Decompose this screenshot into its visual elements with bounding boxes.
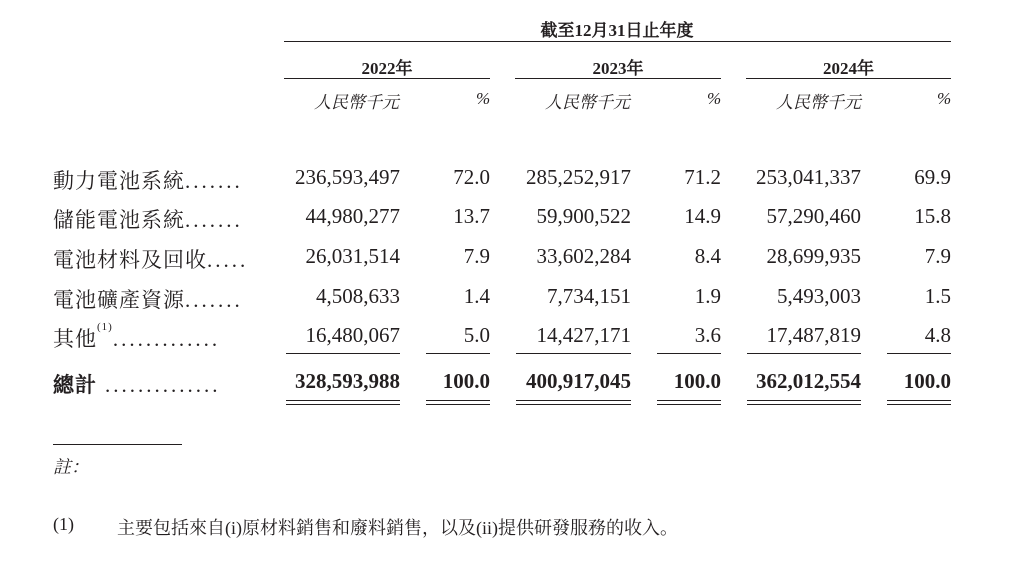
pct-label-2024: %	[937, 89, 952, 108]
total-value-2022: 328,593,988	[295, 369, 400, 393]
total-label: 總計 ..............	[53, 373, 221, 397]
value-2023: 33,602,284	[536, 244, 631, 268]
pct-2022: 72.0	[453, 165, 490, 189]
year-header-2022: 2022年	[361, 59, 413, 78]
unit-label-2024: 人民幣千元	[776, 93, 861, 112]
footnote-text: 主要包括來自(i)原材料銷售和廢料銷售，以及(ii)提供研發服務的收入。	[117, 518, 678, 538]
period-title: 截至12月31日止年度	[540, 21, 694, 40]
total-double-rule-2024-value-top	[747, 400, 861, 401]
total-pct-2022: 100.0	[442, 369, 490, 393]
value-2022: 236,593,497	[295, 165, 400, 189]
subtotal-rule-2022-pct	[426, 353, 490, 354]
total-double-rule-2022-pct-bottom	[426, 404, 490, 405]
pct-2023: 3.6	[694, 323, 721, 347]
value-2022: 44,980,277	[305, 204, 400, 228]
value-2023: 285,252,917	[526, 165, 631, 189]
pct-2022: 1.4	[463, 284, 490, 308]
total-double-rule-2022-pct-top	[426, 400, 490, 401]
row-label: 其他$^{(1)}$.............	[53, 321, 221, 351]
total-value-2024: 362,012,554	[756, 369, 861, 393]
total-double-rule-2023-pct-bottom	[657, 404, 721, 405]
subtotal-rule-2024-pct	[887, 353, 951, 354]
year-rule-2023	[515, 78, 721, 79]
year-header-2024: 2024年	[823, 59, 874, 78]
pct-2023: 14.9	[684, 204, 721, 228]
unit-label-2022: 人民幣千元	[314, 93, 399, 112]
pct-2023: 8.4	[694, 244, 721, 268]
subtotal-rule-2023-pct	[657, 353, 721, 354]
pct-label-2023: %	[707, 89, 722, 108]
period-title-rule	[284, 41, 951, 42]
subtotal-rule-2023-value	[516, 353, 631, 354]
value-2024: 28,699,935	[766, 244, 861, 268]
pct-2024: 69.9	[914, 165, 951, 189]
value-2023: 59,900,522	[536, 204, 631, 228]
pct-2023: 71.2	[684, 165, 721, 189]
row-label: 動力電池系統.......	[53, 169, 243, 193]
total-double-rule-2024-pct-bottom	[887, 404, 951, 405]
value-2023: 14,427,171	[536, 323, 631, 347]
notes-heading: 註：	[53, 457, 89, 477]
value-2024: 253,041,337	[756, 165, 861, 189]
row-label: 電池材料及回收.....	[53, 248, 249, 272]
footnote-ref: (1)	[97, 321, 113, 333]
pct-2024: 4.8	[924, 323, 951, 347]
total-double-rule-2022-value-top	[286, 400, 400, 401]
year-header-2023: 2023年	[592, 59, 644, 78]
total-double-rule-2023-value-top	[516, 400, 631, 401]
pct-label-2022: %	[476, 89, 491, 108]
total-double-rule-2022-value-bottom	[286, 404, 400, 405]
notes-separator	[53, 444, 182, 445]
value-2022: 16,480,067	[305, 323, 400, 347]
pct-2022: 5.0	[463, 323, 490, 347]
total-pct-2024: 100.0	[903, 369, 951, 393]
pct-2023: 1.9	[694, 284, 721, 308]
value-2022: 4,508,633	[316, 284, 400, 308]
pct-2024: 7.9	[924, 244, 951, 268]
year-rule-2024	[746, 78, 951, 79]
subtotal-rule-2024-value	[747, 353, 861, 354]
value-2022: 26,031,514	[305, 244, 400, 268]
row-label: 儲能電池系統.......	[53, 208, 243, 232]
pct-2022: 7.9	[463, 244, 490, 268]
total-pct-2023: 100.0	[673, 369, 721, 393]
total-value-2023: 400,917,045	[526, 369, 631, 393]
value-2023: 7,734,151	[547, 284, 631, 308]
total-double-rule-2023-pct-top	[657, 400, 721, 401]
pct-2022: 13.7	[453, 204, 490, 228]
total-double-rule-2023-value-bottom	[516, 404, 631, 405]
pct-2024: 15.8	[914, 204, 951, 228]
pct-2024: 1.5	[924, 284, 951, 308]
total-double-rule-2024-pct-top	[887, 400, 951, 401]
value-2024: 17,487,819	[766, 323, 861, 347]
year-rule-2022	[284, 78, 490, 79]
subtotal-rule-2022-value	[286, 353, 400, 354]
value-2024: 5,493,003	[777, 284, 861, 308]
value-2024: 57,290,460	[766, 204, 861, 228]
unit-label-2023: 人民幣千元	[545, 93, 630, 112]
total-double-rule-2024-value-bottom	[747, 404, 861, 405]
footnote-number: (1)	[53, 514, 74, 534]
row-label: 電池礦產資源.......	[53, 288, 243, 312]
